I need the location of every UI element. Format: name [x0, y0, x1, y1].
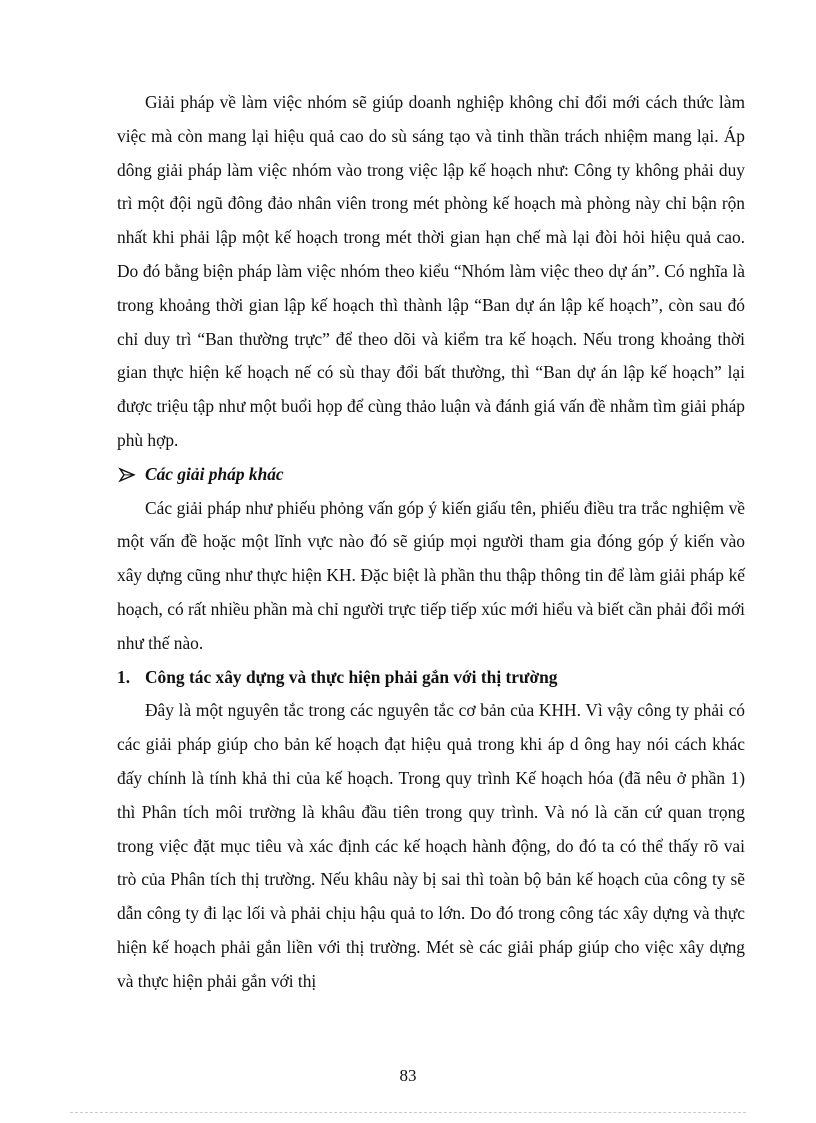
- page-number: 83: [399, 1066, 417, 1085]
- section-title: Công tác xây dựng và thực hiện phải gắn với thị trường: [145, 666, 558, 687]
- paragraph-other-solutions: Các giải pháp như phiếu phỏng vấn góp ý kiến giấu tên, phiếu điều tra trắc nghiệm về một vấn đề hoặc một lĩnh vực nào đó sẽ giúp mọi người tham gia đóng góp ý kiến vào xây dựng cũng như thực hiện KH. Đặc biệt là phần thu thập thông tin để làm giải pháp kế hoạch, có rất nhiều phần mà chỉ người trực tiếp tiếp xúc mới hiểu và biết cần phải đổi mới như thế nào.: [117, 497, 745, 653]
- page-body: [117, 86, 745, 999]
- bullet-heading: [117, 458, 745, 492]
- bullet-heading-text: Các giải pháp khác: [145, 463, 284, 484]
- paragraph-teamwork: Giải pháp về làm việc nhóm sẽ giúp doanh nghiệp không chỉ đổi mới cách thức làm việc mà còn mang lại hiệu quả cao do sù sáng tạo và tinh thần trách nhiệm mang lại. Áp dông giải pháp làm việc nhóm vào trong việc lập kế hoạch như: Công ty không phải duy trì một đội ngũ đông đảo nhân viên trong mét phòng kế hoạch mà phòng này chỉ bận rộn nhất khi phải lập một kế hoạch trong mét thời gian hạn chế mà lại đòi hỏi hiệu quả cao. Do đó bằng biện pháp làm việc nhóm theo kiểu “Nhóm làm việc theo dự án”. Có nghĩa là trong khoảng thời gian lập kế hoạch thì thành lập “Ban dự án lập kế hoạch”, còn sau đó chỉ duy trì “Ban thường trực” để theo dõi và kiểm tra kế hoạch. Nếu trong khoảng thời gian thực hiện kế hoạch nế có sù thay đổi bất thường, thì “Ban dự án lập kế hoạch” lại được triệu tập như một buổi họp để cùng thảo luận và đánh giá vấn đề nhằm tìm giải pháp phù hợp.: [117, 92, 745, 450]
- arrow-bullet-icon: [117, 458, 139, 492]
- section-number: 1.: [117, 666, 131, 687]
- footer-divider: [70, 1112, 746, 1113]
- section-heading: [117, 661, 745, 695]
- paragraph-market: Đây là một nguyên tắc trong các nguyên tắc cơ bản của KHH. Vì vậy công ty phải có các giải pháp giúp cho bản kế hoạch đạt hiệu quả trong khi áp d ông hay nói cách khác đấy chính là tính khả thi của kế hoạch. Trong quy trình Kế hoạch hóa (đã nêu ở phần 1) thì Phân tích môi trường là khâu đầu tiên trong quy trình. Và nó là căn cứ quan trọng trong việc đặt mục tiêu và xác định các kế hoạch hành động, do đó ta có thể thấy rõ vai trò của Phân tích thị trường. Nếu khâu này bị sai thì toàn bộ bản kế hoạch của công ty sẽ dẫn công ty đi lạc lối và phải chịu hậu quả to lớn. Do đó trong công tác xây dựng và thực hiện kế hoạch phải gắn liền với thị trường. Mét sè các giải pháp giúp cho việc xây dựng và thực hiện phải gắn với thị: [117, 700, 745, 991]
